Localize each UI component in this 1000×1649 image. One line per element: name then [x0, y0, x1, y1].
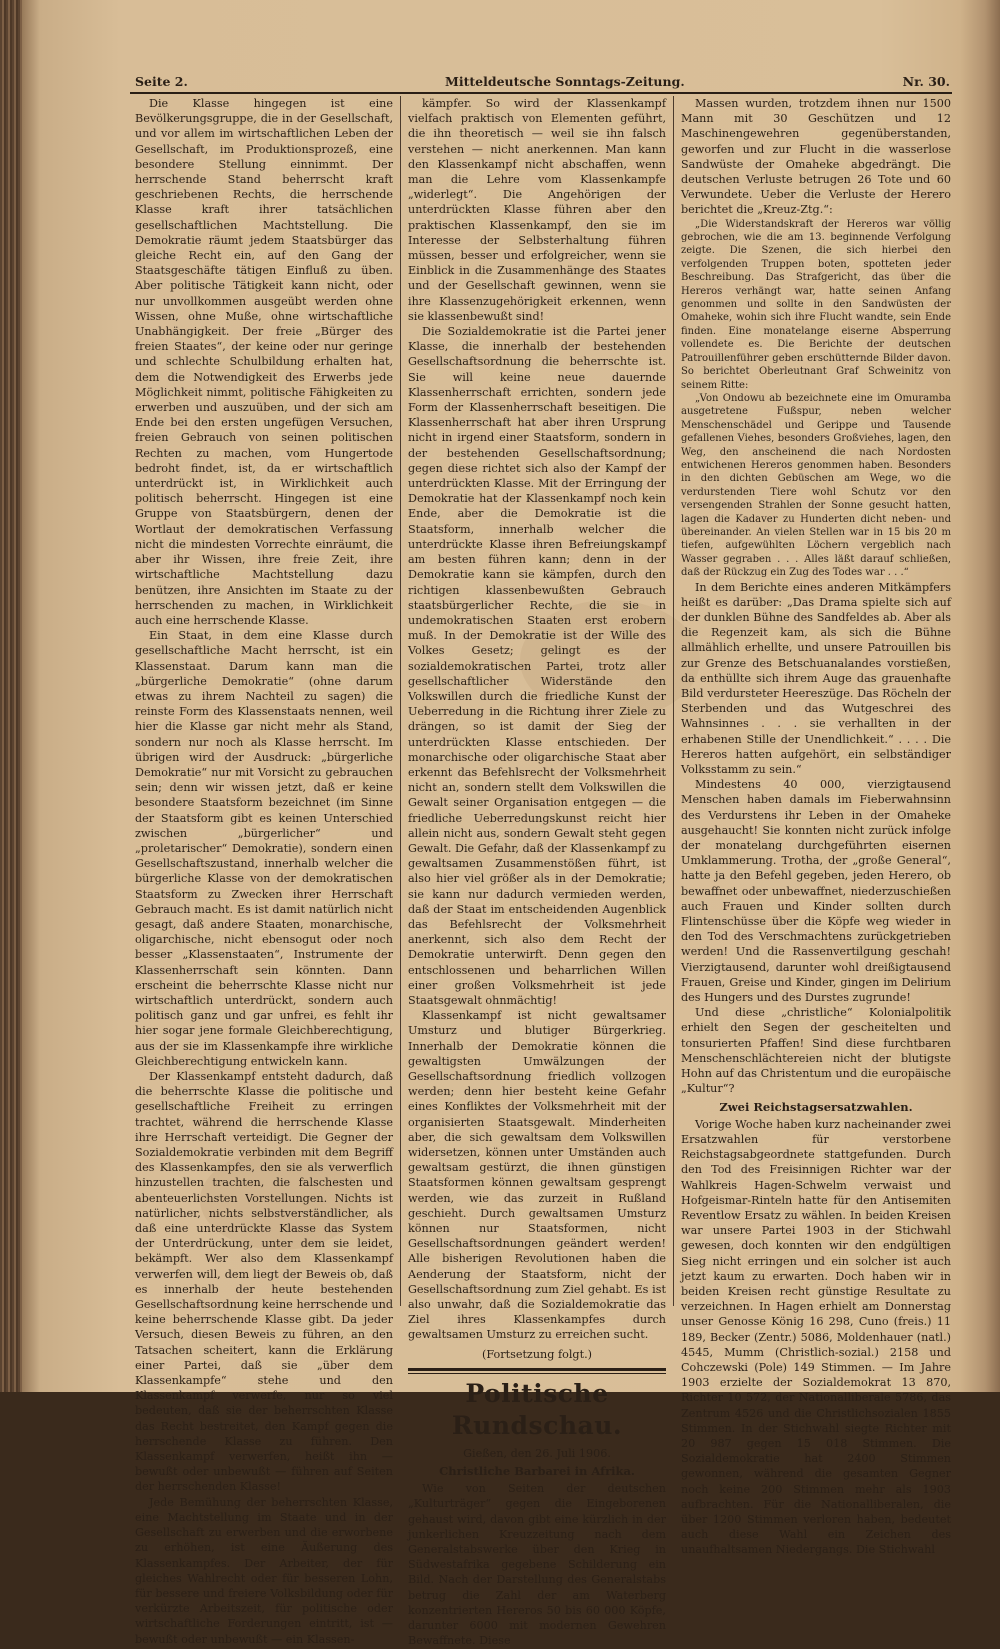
paragraph: Ein Staat, in dem eine Klasse durch gesellschaftliche Macht herrscht, ist ein Klassenstaat. Darum kann man die „bürgerliche Demokratie“ (ohne darum etwas zu ihrem Nachteil zu sagen) die reinste Form des Klassenstaats nennen, weil hier die Klasse gar nicht mehr als Stand, sondern nur noch als Klasse herrscht. Im übrigen wird der Ausdruck: „bürgerliche Demokratie“ nur mit Vorsicht zu gebrauchen sein; denn wir wissen jetzt, daß er keine besondere Staatsform bezeichnet (im Sinne der Staatsform gibt es keinen Unterschied zwischen „bürgerlicher“ und „proletarischer“ Demokratie), sondern einen Gesellschaftszustand, innerhalb welcher die bürgerliche Klasse von der demokratischen Staatsform zu Zwecken ihrer Herrschaft Gebrauch macht. Es ist damit natürlich nicht gesagt, daß andere Staaten, monarchische, oligarchische, nicht ebensogut oder noch besser „Klassenstaaten“, Instrumente der Klassenherrschaft sein könnten. Dann erscheint die beherrschte Klasse nicht nur wirtschaftlich unterdrückt, sondern auch politisch ganz und gar unfrei, es fehlt ihr hier sogar jene formale Gleichberechtigung, aus der sie im Klassenkampfe ihre wirkliche Gleichberechtigung entwickeln kann.	[135, 629, 393, 1068]
article-heading: Christliche Barbarei in Afrika.	[439, 1464, 635, 1479]
paragraph: Wie von Seiten der deutschen „Kulturträger“ gegen die Eingeborenen gehaust wird, davon gibt eine kürzlich in der junkerlichen Kreuzzeitung nach dem Generalstabswerke über den Krieg in Südwestafrika gegebene Schilderung ein Bild. Nach der Darstellung des Generalstabs betrug die Zahl der am Waterberg konzentrierten Hereros 50 bis 60 000 Köpfe, darunter 6000 mit modernen Gewehren Bewaffnete. Diese	[408, 1482, 666, 1648]
newspaper-title: Mitteldeutsche Sonntags-Zeitung.	[445, 74, 685, 89]
page-header	[135, 74, 950, 92]
paragraph: Massen wurden, trotzdem ihnen nur 1500 Mann mit 30 Geschützen und 12 Maschinengewehren gegenüberstanden, geworfen und zur Flucht in die wasserlose Sandwüste der Omaheke abgedrängt. Die deutschen Verluste betrugen 26 Tote und 60 Verwundete. Ueber die Verluste der Herero berichtet die „Kreuz-Ztg.“:	[681, 97, 951, 217]
section-title: Politische Rundschau.	[451, 1378, 623, 1440]
paragraph: Vorige Woche haben kurz nacheinander zwei Ersatzwahlen für verstorbene Reichstagsabgeordnete stattgefunden. Durch den Tod des Freisinnigen Richter war der Wahlkreis Hagen-Schwelm verwaist und Hofgeismar-Rinteln hatte für den Antisemiten Reventlow Ersatz zu wählen. In beiden Kreisen war unsere Partei 1903 in der Stichwahl gewesen, doch konnten wir den endgültigen Sieg nicht erringen und ein solcher ist auch jetzt kaum zu erwarten. Doch haben wir in beiden Kreisen recht günstige Resultate zu verzeichnen. In Hagen erhielt am Donnerstag unser Genosse König 16 298, Cuno (freis.) 11 189, Becker (Zentr.) 5086, Moldenhauer (natl.) 4545, Mumm (Christlich-sozial.) 2158 und Cohczewski (Pole) 149 Stimmen. — Im Jahre 1903 erzielte der Sozialdemokrat 13 870, Richter 10 572, der Nationalliberale 5786, das Zentrum 4526 und die Christlichsozialen 1855 Stimmen. In der Stichwahl siegte Richter mit 20 987 gegen 15 018 Stimmen. Die Sozialdemokratie hat 2400 Stimmen gewonnen, während die gesamten Gegner noch keine 200 Stimmen mehr als 1903 aufbrachten. Für die Nationalliberalen, die über 1200 Stimmen verloren haben, bedeutet auch diese Wahl ein Zeichen des unaufhaltsamen Niedergangs. Die Stichwahl	[681, 1117, 951, 1557]
header-rule	[130, 92, 952, 94]
paragraph: Und diese „christliche“ Kolonialpolitik erhielt den Segen der gescheitelten und tonsurierten Pfaffen! Sind diese furchtbaren Menschenschlächtereien nicht der blutigste Hohn auf das Christentum und die europäische „Kultur“?	[681, 1006, 951, 1096]
column-2	[408, 96, 666, 1648]
column-3	[681, 96, 951, 1557]
paragraph: In dem Berichte eines anderen Mitkämpfers heißt es darüber: „Das Drama spielte sich auf der dunklen Bühne des Sandfeldes ab. Aber als die Regenzeit kam, als sich die Bühne allmählich erhellte, und unsere Patrouillen bis zur Grenze des Betschuanalandes vorstießen, da enthüllte sich ihrem Auge das grauenhafte Bild verdursteter Heereszüge. Das Röcheln der Sterbenden und das Wutgeschrei des Wahnsinnes . . . sie verhallten in der erhabenen Stille der Unendlichkeit.“ . . . . Die Hereros hatten aufgehört, ein selbständiger Volksstamm zu sein.“	[681, 580, 951, 777]
section-rule	[408, 1368, 666, 1371]
column-divider	[673, 96, 674, 1306]
paragraph: Jede Bemühung der beherrschten Klasse, eine Machtstellung im Staate und in der Gesellschaft zu erwerben und die erworbene zu erhöhen, ist eine Äußerung des Klassenkampfes. Der Arbeiter, der für gleiches Wahlrecht oder für besseren Lohn, für bessere und freiere Volksbildung oder für verkürzte Arbeitszeit, für politische oder wirtschaftliche Forderungen eintritt, ist — bewußt oder unbewußt — ein Klassen-	[135, 1495, 393, 1646]
quote-paragraph: „Von Ondowu ab bezeichnete eine im Omuramba ausgetretene Fußspur, neben welcher Menschenschädel und Gerippe und Tausende gefallenen Viehes, besonders Großviehes, lagen, den Weg, den anscheinend die nach Nordosten entwichenen Hereros genommen haben. Besonders in den dichten Gebüschen am Wege, wo die verdurstenden Tiere wohl Schutz vor den versengenden Strahlen der Sonne gesucht hatten, lagen die Kadaver zu Hunderten dicht neben- und übereinander. An vielen Stellen war in 15 bis 20 m tiefen, aufgewühlten Löchern vergeblich nach Wasser gegraben . . . Alles läßt darauf schließen, daß der Rückzug ein Zug des Todes war . . .“	[681, 392, 951, 579]
column-1	[135, 96, 393, 1646]
quote-paragraph: „Die Widerstandskraft der Hereros war völlig gebrochen, wie die am 13. beginnende Verfolgung zeigte. Die Szenen, die sich hierbei den verfolgenden Truppen boten, spotteten jeder Beschreibung. Das Strafgericht, das über die Hereros verhängt war, hatte seinen Anfang genommen und sollte in den Sandwüsten der Omaheke, wohin sich ihre Flucht wandte, sein Ende finden. Eine monatelange eiserne Absperrung vollendete es. Die Berichte der deutschen Patrouillenführer geben erschütternde Bilder davon. So berichtet Oberleutnant Graf Schweinitz von seinem Ritte:	[681, 218, 951, 391]
issue-number: Nr. 30.	[902, 74, 950, 89]
article-heading: Zwei Reichstagsersatzwahlen.	[719, 1099, 913, 1114]
continuation-note: (Fortsetzung folgt.)	[481, 1347, 592, 1361]
paragraph: Klassenkampf ist nicht gewaltsamer Umsturz und blutiger Bürgerkrieg. Innerhalb der Demokratie können die gewaltigsten Umwälzungen der Gesellschaftsordnung friedlich vollzogen werden; denn hier besteht keine Gefahr eines Konfliktes der Volksmehrheit mit der organisierten Staatsgewalt. Minderheiten aber, die sich gewaltsam dem Volkswillen widersetzen, können unter Umständen auch gewaltsam gestürzt, die ihnen günstigen Staatsformen können gewaltsam gesprengt werden, wie das zurzeit in Rußland geschieht. Durch gewaltsamen Umsturz können nur Staatsformen, nicht Gesellschaftsordnungen geändert werden! Alle bisherigen Revolutionen haben die Aenderung der Staatsform, nicht der Gesellschaftsordnung zum Ziel gehabt. Es ist also unwahr, daß die Sozialdemokratie das Ziel ihres Klassenkampfes durch gewaltsamen Umsturz zu erreichen sucht.	[408, 1009, 666, 1342]
paragraph: Der Klassenkampf entsteht dadurch, daß die beherrschte Klasse die politische und gesellschaftliche Freiheit zu erringen trachtet, während die herrschende Klasse ihre Herrschaft verteidigt. Die Gegner der Sozialdemokratie verbinden mit dem Begriff des Klassenkampfes, den sie als verwerflich hinzustellen trachten, die falschesten und abenteuerlichsten Vorstellungen. Nichts ist natürlicher, nichts selbstverständlicher, als daß eine unterdrückte Klasse das System der Unterdrückung, unter dem sie leidet, bekämpft. Wer also dem Klassenkampf verwerfen will, dem liegt der Beweis ob, daß es innerhalb der heute bestehenden Gesellschaftsordnung keine herrschende und keine beherrschende Klasse gibt. Da jeder Versuch, diesen Beweis zu führen, an den Tatsachen scheitert, kann die Erklärung einer Partei, daß sie „über dem Klassenkampfe“ stehe und den Klassenkampf verwerfe, nur so viel bedeuten, daß sie der beherrschten Klasse das Recht bestreitet, den Kampf gegen die herrschende Klasse zu führen. Den Klassenkampf verwerfen, heißt ihn — bewußt oder unbewußt — führen auf Seiten der herrschenden Klasse!	[135, 1070, 393, 1494]
column-divider	[400, 96, 401, 1306]
page-number: Seite 2.	[135, 74, 188, 89]
paragraph: Die Sozialdemokratie ist die Partei jener Klasse, die innerhalb der bestehenden Gesellschaftsordnung die beherrschte ist. Sie will keine neue dauernde Klassenherrschaft errichten, sondern jede Form der Klassenherrschaft beseitigen. Die Klassenherrschaft hat aber ihren Ursprung nicht in irgend einer Staatsform, sondern in der bestehenden Gesellschaftsordnung; gegen diese richtet sich also der Kampf der unterdrückten Klasse. Mit der Erringung der Demokratie hat der Klassenkampf noch kein Ende, aber die Demokratie ist die Staatsform, innerhalb welcher die unterdrückte Klasse ihren Befreiungskampf am besten führen kann; denn in der Demokratie kann sie kämpfen, durch den richtigen klassenbewußten Gebrauch staatsbürgerlicher Rechte, die sie in undemokratischen Staaten erst erobern muß. In der Demokratie ist der Wille des Volkes Gesetz; gelingt es der sozialdemokratischen Partei, trotz aller gesellschaftlicher Widerstände den Volkswillen durch die friedliche Kunst der Ueberredung in die Richtung ihrer Ziele zu drängen, so ist damit der Sieg der unterdrückten Klasse entschieden. Der monarchische oder oligarchische Staat aber erkennt das Befehlsrecht der Volksmehrheit nicht an, sondern stellt dem Volkswillen die Gewalt seiner Organisation entgegen — die friedliche Ueberredungskunst reicht hier allein nicht aus, sondern Gewalt steht gegen Gewalt. Die Gefahr, daß der Klassenkampf zu gewaltsamen Zusammenstößen führt, ist also hier viel größer als in der Demokratie; sie kann nur dadurch vermieden werden, daß der Staat im entscheidenden Augenblick das Befehlsrecht der Volksmehrheit anerkennt, sich also dem Recht der Demokratie unterwirft. Denn gegen den entschlossenen und beharrlichen Willen einer großen Volksmehrheit ist jede Staatsgewalt ohnmächtig!	[408, 325, 666, 1007]
dateline: Gießen, den 26. Juli 1906.	[463, 1446, 611, 1460]
paragraph: kämpfer. So wird der Klassenkampf vielfach praktisch von Elementen geführt, die ihn theoretisch — weil sie ihn falsch verstehen — nicht anerkennen. Man kann den Klassenkampf nicht abschaffen, wenn man die Lehre vom Klassenkampfe „widerlegt“. Die Angehörigen der unterdrückten Klasse führen aber den praktischen Klassenkampf, den sie im Interesse der Selbsterhaltung führen müssen, besser und erfolgreicher, wenn sie Einblick in die Zusammenhänge des Staates und der Gesellschaft gewinnen, wenn sie ihre Klassenzugehörigkeit erkennen, wenn sie klassenbewußt sind!	[408, 97, 666, 323]
paragraph: Mindestens 40 000, vierzigtausend Menschen haben damals im Fieberwahnsinn des Verdurstens ihr Leben in der Omaheke ausgehaucht! Sie konnten nicht zurück infolge der monatelang durchgeführten eisernen Umklammerung. Trotha, der „große General“, hatte ja den Befehl gegeben, jeden Herero, ob bewaffnet oder unbewaffnet, niederzuschießen auch Frauen und Kinder sollten durch Flintenschüsse über die Köpfe weg wieder in den Tod des Verschmachtens zurückgetrieben werden! Und die Rassenvertilgung geschah! Vierzigtausend, darunter wohl dreißigtausend Frauen, Greise und Kinder, gingen im Delirium des Hungers und des Durstes zugrunde!	[681, 778, 951, 1005]
paragraph: Die Klasse hingegen ist eine Bevölkerungsgruppe, die in der Gesellschaft, und vor allem im wirtschaftlichen Leben der Gesellschaft, im Produktionsprozeß, eine besondere Stellung einnimmt. Der herrschende Stand beherrscht kraft geschriebenen Rechts, die herrschende Klasse kraft ihrer tatsächlichen gesellschaftlichen Machtstellung. Die Demokratie räumt jedem Staatsbürger das gleiche Recht ein, auf den Gang der Staatsgeschäfte tätigen Einfluß zu üben. Aber politische Tätigkeit kann nicht, oder nur unvollkommen ausgeübt werden ohne Wissen, ohne Muße, ohne wirtschaftliche Unabhängigkeit. Der freie „Bürger des freien Staates“, der keine oder nur geringe und schlechte Schulbildung erhalten hat, dem die Notwendigkeit des Erwerbs jede Möglichkeit nimmt, politische Fähigkeiten zu erwerben und auszuüben, und der sich am Ende bei den ersten ungefügen Versuchen, freien Gebrauch von seinen politischen Rechten zu machen, vom Hungertode bedroht findet, ist, da er wirtschaftlich unterdrückt ist, in Wirklichkeit auch politisch beherrscht. Hingegen ist eine Gruppe von Staatsbürgern, denen der Wortlaut der demokratischen Verfassung nicht die mindesten Vorrechte einräumt, die aber ihr Wissen, ihre freie Zeit, ihre wirtschaftliche Machtstellung dazu benützen, ihre Ansichten im Staate zu der herrschenden zu machen, in Wirklichkeit auch eine herrschende Klasse.	[135, 97, 393, 627]
section-rule	[408, 1373, 666, 1374]
book-binding-edge	[0, 0, 22, 1392]
